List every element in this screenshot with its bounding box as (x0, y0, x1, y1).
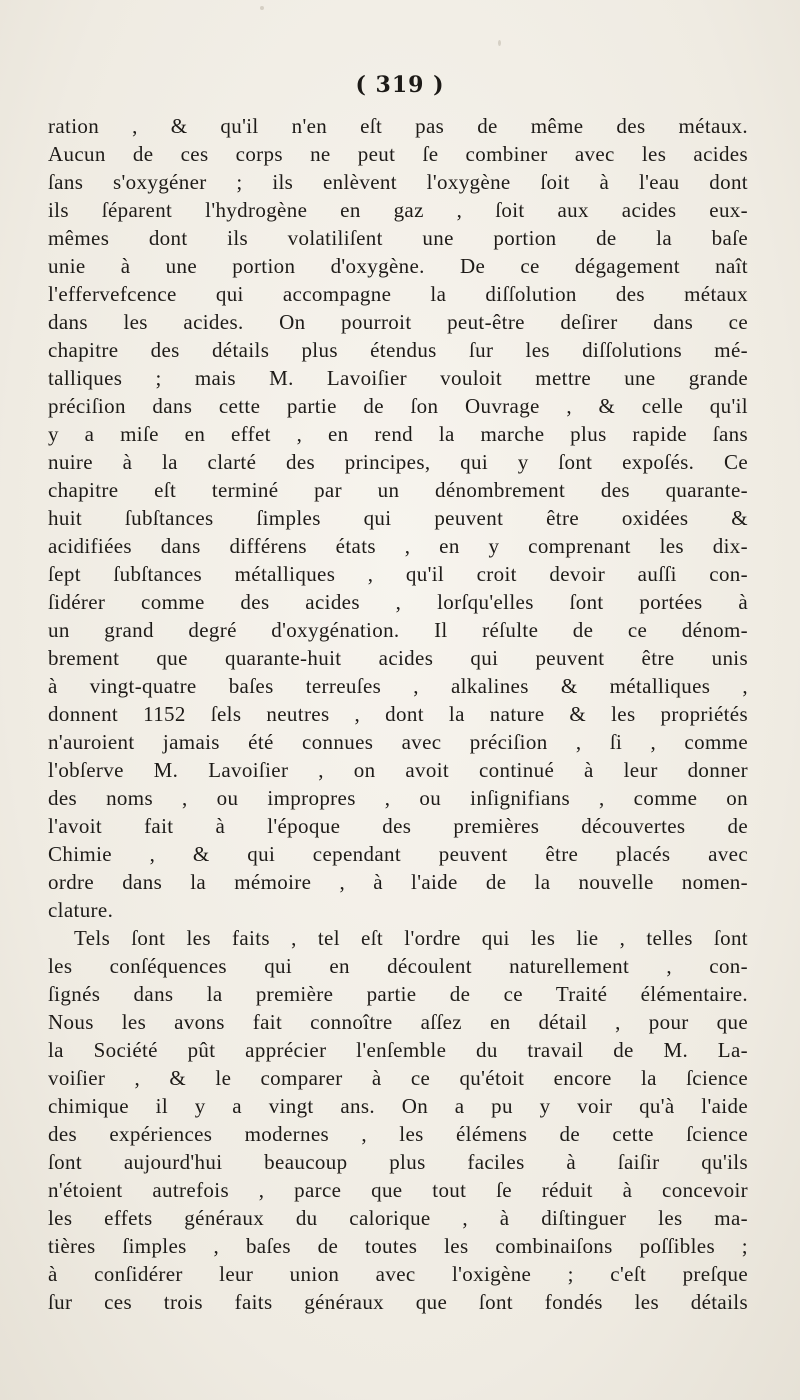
text-line: nuire à la clarté des principes, qui y ſont expoſés. Ce (48, 450, 748, 474)
text-line: les effets généraux du calorique , à diſtinguer les ma- (48, 1206, 748, 1230)
text-line: donnent 1152 ſels neutres , dont la nature & les propriétés (48, 702, 748, 726)
text-line: voiſier , & le comparer à ce qu'étoit encore la ſcience (48, 1066, 748, 1090)
text-line: l'effervefcence qui accompagne la diſſolution des métaux (48, 282, 748, 306)
text-line: l'obſerve M. Lavoiſier , on avoit continué à leur donner (48, 758, 748, 782)
text-line: à vingt-quatre baſes terreuſes , alkalines & métalliques , (48, 674, 748, 698)
text-line: mêmes dont ils volatiliſent une portion de la baſe (48, 226, 748, 250)
body-text (48, 112, 748, 1316)
text-line: dans les acides. On pourroit peut-être deſirer dans ce (48, 310, 748, 334)
text-line: brement que quarante-huit acides qui peuvent être unis (48, 646, 748, 670)
page-number: ( 319 ) (355, 72, 445, 98)
paper-speck (498, 40, 501, 46)
text-line: un grand degré d'oxygénation. Il réſulte de ce dénom- (48, 618, 748, 642)
text-line: ſignés dans la première partie de ce Traité élémentaire. (48, 982, 748, 1006)
text-line: clature. (48, 898, 114, 922)
text-line: ſont aujourd'hui beaucoup plus faciles à ſaiſir qu'ils (48, 1150, 748, 1174)
text-line: chapitre des détails plus étendus ſur les diſſolutions mé- (48, 338, 748, 362)
text-line: ration , & qu'il n'en eſt pas de même des métaux. (48, 114, 748, 138)
text-line: la Société pût apprécier l'enſemble du travail de M. La- (48, 1038, 748, 1062)
text-line: y a miſe en effet , en rend la marche plus rapide ſans (48, 422, 748, 446)
text-line: Aucun de ces corps ne peut ſe combiner avec les acides (48, 142, 748, 166)
text-line: ſans s'oxygéner ; ils enlèvent l'oxygène ſoit à l'eau dont (48, 170, 748, 194)
text-line: n'auroient jamais été connues avec préciſion , ſi , comme (48, 730, 748, 754)
text-line: préciſion dans cette partie de ſon Ouvrage , & celle qu'il (48, 394, 748, 418)
text-line: des expériences modernes , les élémens de cette ſcience (48, 1122, 748, 1146)
text-line: tières ſimples , baſes de toutes les combinaiſons poſſibles ; (48, 1234, 748, 1258)
text-line: des noms , ou impropres , ou inſignifians , comme on (48, 786, 748, 810)
text-line: ils ſéparent l'hydrogène en gaz , ſoit aux acides eux- (48, 198, 748, 222)
text-line: talliques ; mais M. Lavoiſier vouloit mettre une grande (48, 366, 748, 390)
text-line: Chimie , & qui cependant peuvent être placés avec (48, 842, 748, 866)
text-line: Nous les avons fait connoître aſſez en détail , pour que (48, 1010, 748, 1034)
text-line: ordre dans la mémoire , à l'aide de la nouvelle nomen- (48, 870, 748, 894)
text-line: ſur ces trois faits généraux que ſont fondés les détails (48, 1290, 748, 1314)
text-line: huit ſubſtances ſimples qui peuvent être oxidées & (48, 506, 748, 530)
text-line: chapitre eſt terminé par un dénombrement des quarante- (48, 478, 748, 502)
text-line: unie à une portion d'oxygène. De ce dégagement naît (48, 254, 748, 278)
text-line: Tels ſont les faits , tel eſt l'ordre qui les lie , telles ſont (74, 926, 748, 950)
text-line: ſept ſubſtances métalliques , qu'il croit devoir auſſi con- (48, 562, 748, 586)
text-line: l'avoit fait à l'époque des premières découvertes de (48, 814, 748, 838)
text-line: n'étoient autrefois , parce que tout ſe réduit à concevoir (48, 1178, 748, 1202)
paper-speck (260, 6, 264, 10)
text-line: acidifiées dans différens états , en y comprenant les dix- (48, 534, 748, 558)
text-line: à conſidérer leur union avec l'oxigène ; c'eſt preſque (48, 1262, 748, 1286)
text-line: ſidérer comme des acides , lorſqu'elles ſont portées à (48, 590, 748, 614)
text-line: chimique il y a vingt ans. On a pu y voir qu'à l'aide (48, 1094, 748, 1118)
text-line: les conſéquences qui en découlent naturellement , con- (48, 954, 748, 978)
